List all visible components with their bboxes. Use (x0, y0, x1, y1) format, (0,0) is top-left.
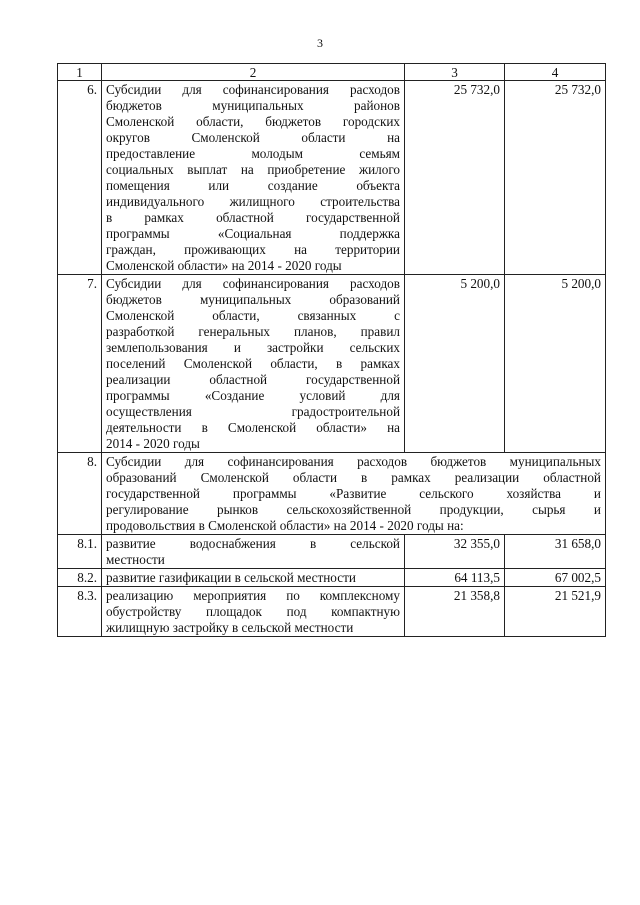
table-row (58, 453, 606, 535)
column-header-3: 3 (405, 64, 505, 81)
description-line: программы «Социальная поддержка (106, 226, 400, 241)
column-header-1: 1 (58, 64, 102, 81)
description-line: обустройству площадок под компактную (106, 604, 400, 619)
description-line: Субсидии для софинансирования расходов (106, 276, 400, 291)
description-line: деятельности в Смоленской области» на (106, 420, 400, 435)
table-row (58, 81, 606, 275)
row-description (102, 535, 405, 569)
description-line: поселений Смоленской области, в рамках (106, 356, 400, 371)
row-number: 8.1. (58, 535, 102, 569)
row-description (102, 453, 606, 535)
description-line: округов Смоленской области на (106, 130, 400, 145)
row-description (102, 81, 405, 275)
row-description (102, 587, 405, 637)
description-line: продовольствия в Смоленской области» на 2014 - 2020 годы на: (106, 518, 464, 533)
description-line: Смоленской области, бюджетов городских (106, 114, 400, 129)
description-line: Субсидии для софинансирования расходов бюджетов муниципальных (106, 454, 601, 469)
value-col3: 21 358,8 (405, 587, 505, 637)
description-line: предоставление молодым семьям (106, 146, 400, 161)
description-line: в рамках областной государственной (106, 210, 400, 225)
row-number: 8.2. (58, 569, 102, 587)
description-line: Субсидии для софинансирования расходов (106, 82, 400, 97)
column-header-4: 4 (505, 64, 606, 81)
description-line: реализации областной государственной (106, 372, 400, 387)
page-number: 3 (317, 36, 323, 50)
description-line: помещения или создание объекта (106, 178, 400, 193)
value-col4: 31 658,0 (505, 535, 606, 569)
row-description (102, 569, 405, 587)
value-col4: 5 200,0 (505, 275, 606, 453)
description-line: социальных выплат на приобретение жилого (106, 162, 400, 177)
description-line: бюджетов муниципальных образований (106, 292, 400, 307)
description-line: Смоленской области, связанных с (106, 308, 400, 323)
table-row (58, 569, 606, 587)
description-line: индивидуального жилищного строительства (106, 194, 400, 209)
description-line: образований Смоленской области в рамках реализации областной (106, 470, 601, 485)
value-col4: 25 732,0 (505, 81, 606, 275)
table-header-row (58, 64, 606, 81)
row-description (102, 275, 405, 453)
description-line: Смоленской области» на 2014 - 2020 годы (106, 258, 342, 273)
description-line: жилищную застройку в сельской местности (106, 620, 354, 635)
column-header-2: 2 (102, 64, 405, 81)
description-line: местности (106, 552, 165, 567)
description-line: реализацию мероприятия по комплексному (106, 588, 400, 603)
value-col3: 5 200,0 (405, 275, 505, 453)
row-number: 8.3. (58, 587, 102, 637)
row-number: 7. (58, 275, 102, 453)
description-line: развитие газификации в сельской местности (106, 570, 356, 585)
description-line: бюджетов муниципальных районов (106, 98, 400, 113)
description-line: 2014 - 2020 годы (106, 436, 200, 451)
value-col3: 25 732,0 (405, 81, 505, 275)
description-line: развитие водоснабжения в сельской (106, 536, 400, 551)
value-col4: 21 521,9 (505, 587, 606, 637)
subsidy-table (57, 63, 606, 637)
description-line: разработкой генеральных планов, правил (106, 324, 400, 339)
value-col3: 32 355,0 (405, 535, 505, 569)
description-line: регулирование рынков сельскохозяйственной продукции, сырья и (106, 502, 601, 517)
table-row (58, 587, 606, 637)
description-line: программы «Создание условий для (106, 388, 400, 403)
value-col4: 67 002,5 (505, 569, 606, 587)
description-line: государственной программы «Развитие сельского хозяйства и (106, 486, 601, 501)
row-number: 8. (58, 453, 102, 535)
description-line: осуществления градостроительной (106, 404, 400, 419)
table-row (58, 275, 606, 453)
table-row (58, 535, 606, 569)
description-line: землепользования и застройки сельских (106, 340, 400, 355)
row-number: 6. (58, 81, 102, 275)
description-line: граждан, проживающих на территории (106, 242, 400, 257)
value-col3: 64 113,5 (405, 569, 505, 587)
